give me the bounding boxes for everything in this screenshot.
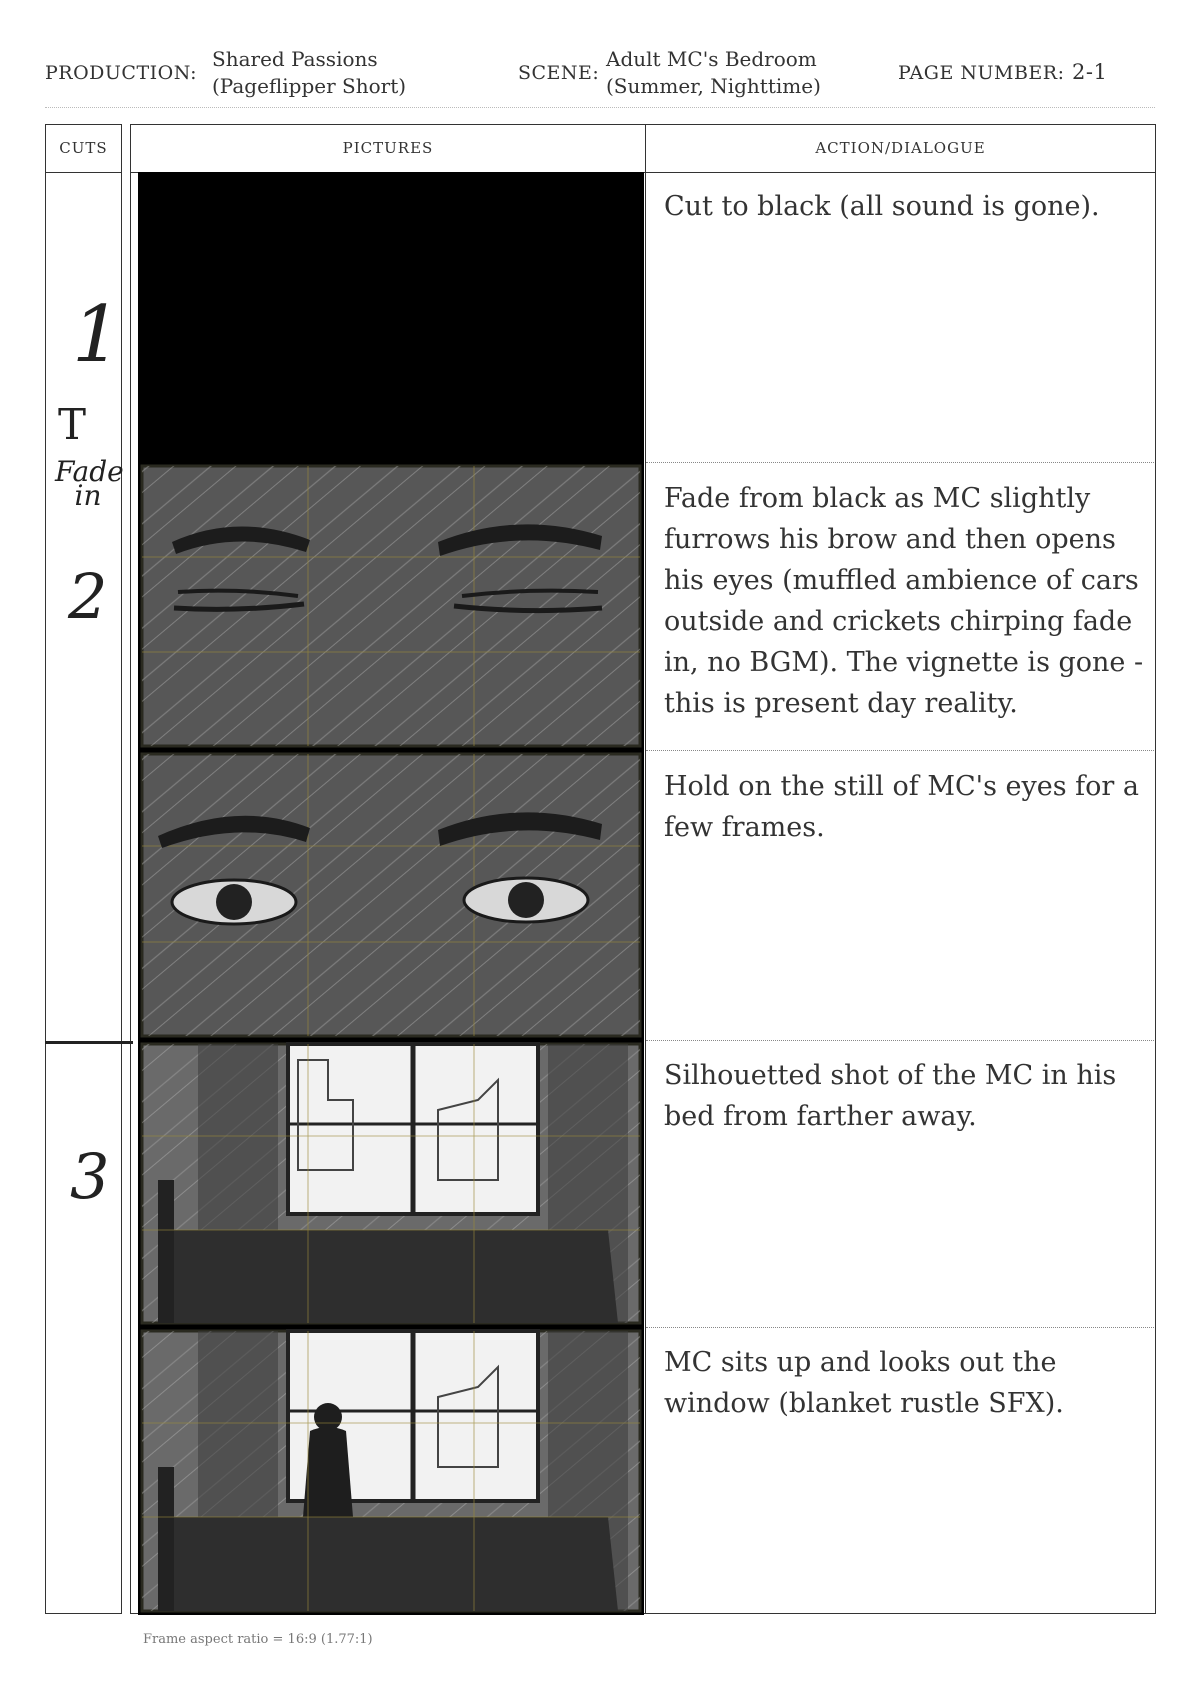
panel-frame-open-eyes bbox=[138, 750, 644, 1040]
production-title-line1: Shared Passions bbox=[212, 47, 378, 71]
cut-number-2: 2 bbox=[68, 560, 108, 633]
action-text-3: Hold on the still of MC's eyes for a few frames. bbox=[664, 771, 1140, 843]
cuts-column-header: CUTS bbox=[46, 125, 121, 173]
panel-frame-closed-eyes bbox=[138, 462, 644, 750]
action-column-header: ACTION/DIALOGUE bbox=[645, 125, 1155, 173]
row-separator bbox=[646, 462, 1154, 463]
transition-symbol: T bbox=[58, 400, 87, 449]
frame-aspect-ratio-note: Frame aspect ratio = 16:9 (1.77:1) bbox=[143, 1632, 373, 1647]
panel-frame-black bbox=[138, 172, 644, 462]
cut-boundary-line bbox=[45, 1041, 133, 1044]
panel-frame-bedroom-sitting bbox=[138, 1327, 644, 1615]
cut-number-1: 1 bbox=[72, 290, 122, 380]
scene-label: SCENE: bbox=[518, 62, 600, 84]
column-divider bbox=[645, 172, 646, 1613]
cut-number-3: 3 bbox=[70, 1140, 110, 1213]
row-separator bbox=[646, 1040, 1154, 1041]
scene-title-line1: Adult MC's Bedroom bbox=[606, 47, 817, 71]
production-title bbox=[212, 46, 406, 100]
scene-title bbox=[606, 46, 821, 100]
transition-note-line1: Fade bbox=[55, 455, 124, 488]
page-number-label: PAGE NUMBER: bbox=[898, 62, 1065, 84]
scene-title-line2: (Summer, Nighttime) bbox=[606, 74, 821, 98]
panel-frame-bedroom-wide bbox=[138, 1040, 644, 1327]
action-text-2: Fade from black as MC slightly furrows his brow and then opens his eyes (muffled ambience of cars outside and crickets chirping fade in, no BGM). The vignette is gone - this is present day reality. bbox=[664, 483, 1144, 719]
action-text-1: Cut to black (all sound is gone). bbox=[664, 191, 1100, 222]
header-divider bbox=[45, 107, 1155, 108]
row-separator bbox=[646, 750, 1154, 751]
page-number-value: 2-1 bbox=[1072, 60, 1108, 84]
action-text-5: MC sits up and looks out the window (blanket rustle SFX). bbox=[664, 1347, 1064, 1419]
transition-note-line2: in bbox=[74, 479, 102, 512]
production-label: PRODUCTION: bbox=[45, 62, 198, 84]
row-separator bbox=[646, 1327, 1154, 1328]
transition-note bbox=[55, 455, 124, 512]
action-text-4: Silhouetted shot of the MC in his bed from farther away. bbox=[664, 1060, 1117, 1132]
production-title-line2: (Pageflipper Short) bbox=[212, 74, 407, 98]
pictures-column-header: PICTURES bbox=[131, 125, 645, 173]
